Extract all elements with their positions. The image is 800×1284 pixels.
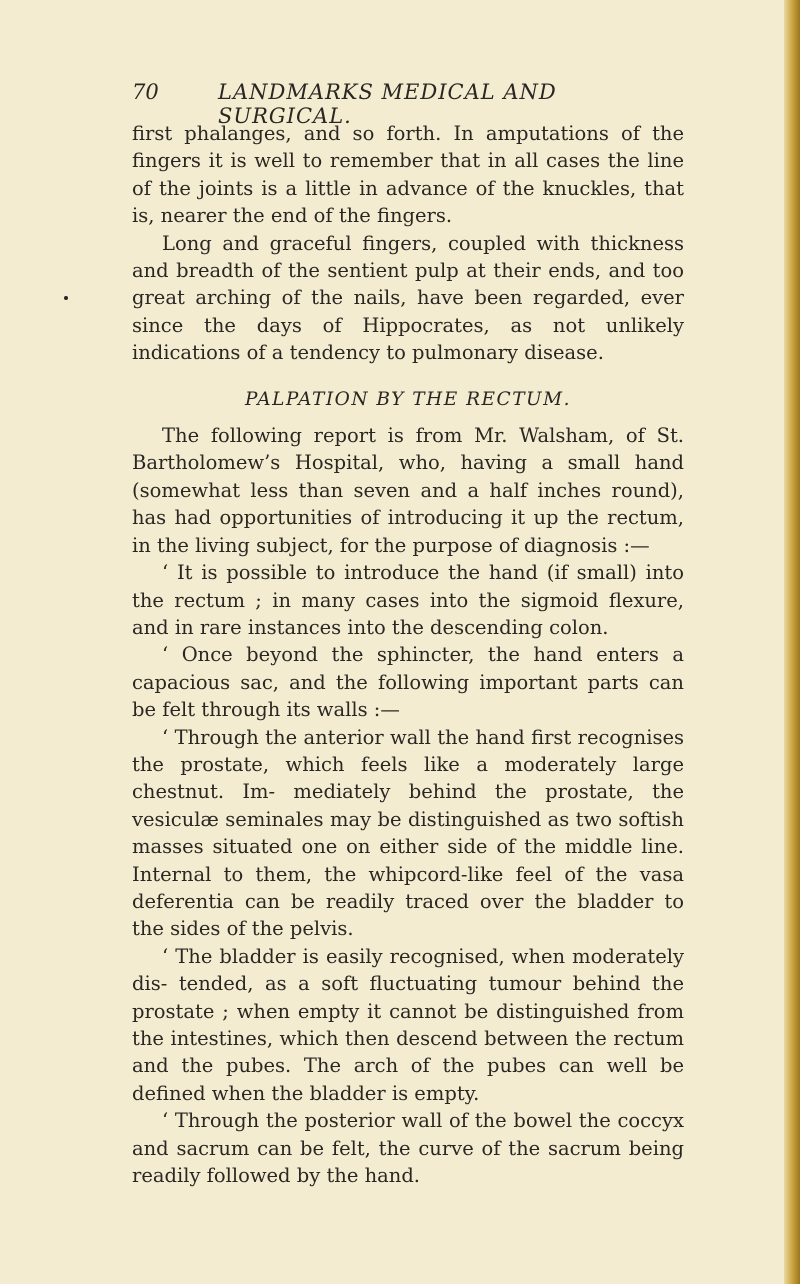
page-number: 70: [132, 80, 159, 104]
paragraph: The following report is from Mr. Walsham, of St. Bartholomew’s Hospital, who, having a small hand (somewhat less than seven and a half inches round), has had opportunities of introducing it up the rectum, in the living subject, for the purpose of diagnosis :—: [132, 424, 684, 557]
page-body: [132, 120, 684, 1189]
paragraph: ‘ The bladder is easily recognised, when moderately dis- tended, as a soft fluctuating tumour behind the prostate ; when empty it cannot be distinguished from the intestines, which then descend between the rectum and the pubes. The arch of the pubes can well be defined when the bladder is empty.: [132, 944, 684, 1105]
page-edge: [784, 0, 800, 1284]
paragraph: ‘ Through the posterior wall of the bowel the coccyx and sacrum can be felt, the curve of the sacrum being readily followed by the hand.: [132, 1109, 684, 1188]
paragraph: ‘ Through the anterior wall the hand first recognises the prostate, which feels like a moderately large chestnut. Im- mediately behind the prostate, the vesiculæ seminales may be distinguished as two softish masses situated one on either side of the middle line. Internal to them, the whipcord-like feel of the vasa deferentia can be readily traced over the bladder to the sides of the pelvis.: [132, 725, 684, 941]
page-header: [132, 80, 692, 128]
paragraph: ‘ Once beyond the sphincter, the hand enters a capacious sac, and the following important parts can be felt through its walls :—: [132, 643, 684, 722]
margin-mark: [64, 296, 68, 300]
paragraph: Long and graceful fingers, coupled with thickness and breadth of the sentient pulp at their ends, and too great arching of the nails, have been regarded, ever since the days of Hippocrates, as not unlikely indications of a tendency to pulmonary disease.: [132, 231, 684, 365]
paragraph: ‘ It is possible to introduce the hand (if small) into the rectum ; in many cases into the sigmoid flexure, and in rare instances into the descending colon.: [132, 561, 684, 639]
running-head: LANDMARKS MEDICAL AND SURGICAL.: [218, 80, 557, 128]
section-heading: PALPATION BY THE RECTUM.: [245, 388, 571, 410]
paragraph: first phalanges, and so forth. In amputations of the fingers it is well to remember that in all cases the line of the joints is a little in advance of the knuckles, that is, nearer the end of the fingers.: [132, 122, 684, 228]
